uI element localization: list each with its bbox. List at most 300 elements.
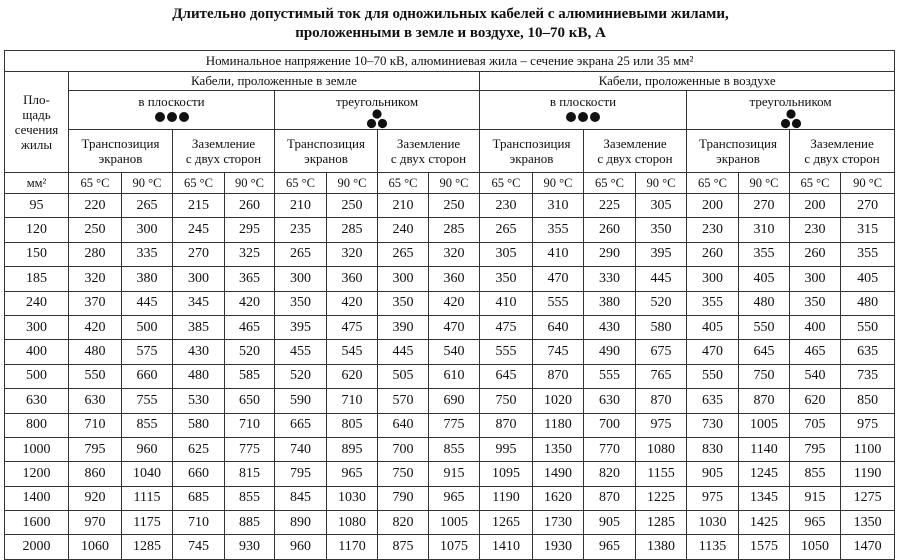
- current-value-cell: 465: [790, 340, 841, 364]
- current-value-cell: 1115: [122, 486, 173, 510]
- area-header-line: жилы: [20, 137, 53, 152]
- current-value-cell: 745: [173, 535, 225, 559]
- current-value-cell: 845: [275, 486, 327, 510]
- current-value-cell: 335: [122, 242, 173, 266]
- current-value-cell: 965: [429, 486, 480, 510]
- method-header-line: Заземление: [603, 136, 667, 151]
- current-value-cell: 960: [122, 437, 173, 461]
- method-header-line: экранов: [716, 151, 760, 166]
- current-value-cell: 380: [584, 291, 636, 315]
- current-value-cell: 260: [790, 242, 841, 266]
- current-value-cell: 1180: [533, 413, 584, 437]
- arrangement-header: [69, 91, 275, 130]
- cross-section-cell: 630: [5, 389, 69, 413]
- current-value-cell: 915: [790, 486, 841, 510]
- table-row: [5, 462, 895, 486]
- current-value-cell: 385: [173, 315, 225, 339]
- current-value-cell: 280: [69, 242, 122, 266]
- current-value-cell: 1100: [841, 437, 895, 461]
- current-value-cell: 855: [429, 437, 480, 461]
- current-value-cell: 620: [327, 364, 378, 388]
- cross-section-cell: 1600: [5, 511, 69, 535]
- current-value-cell: 490: [584, 340, 636, 364]
- current-value-cell: 445: [122, 291, 173, 315]
- current-value-cell: 1620: [533, 486, 584, 510]
- current-value-cell: 470: [687, 340, 739, 364]
- current-value-cell: 350: [275, 291, 327, 315]
- current-value-cell: 1285: [122, 535, 173, 559]
- current-value-cell: 1730: [533, 511, 584, 535]
- current-value-cell: 1265: [480, 511, 533, 535]
- current-value-cell: 1060: [69, 535, 122, 559]
- temperature-header: 90 °C: [739, 173, 790, 194]
- current-value-cell: 200: [790, 194, 841, 218]
- current-value-cell: 265: [480, 218, 533, 242]
- current-value-cell: 775: [225, 437, 275, 461]
- current-value-cell: 395: [275, 315, 327, 339]
- current-value-cell: 250: [429, 194, 480, 218]
- current-value-cell: 1075: [429, 535, 480, 559]
- current-value-cell: 410: [533, 242, 584, 266]
- current-value-cell: 1410: [480, 535, 533, 559]
- area-header-line: щадь: [22, 107, 51, 122]
- current-value-cell: 830: [687, 437, 739, 461]
- current-value-cell: 895: [327, 437, 378, 461]
- current-value-cell: 905: [687, 462, 739, 486]
- table-title: [0, 0, 901, 41]
- current-value-cell: 1930: [533, 535, 584, 559]
- current-value-cell: 200: [687, 194, 739, 218]
- method-header: [173, 130, 275, 173]
- current-value-cell: 315: [841, 218, 895, 242]
- current-value-cell: 585: [225, 364, 275, 388]
- method-header-line: с двух сторон: [185, 151, 262, 166]
- current-value-cell: 1245: [739, 462, 790, 486]
- current-value-cell: 965: [584, 535, 636, 559]
- temperature-header: 65 °C: [378, 173, 429, 194]
- temperature-header: 90 °C: [841, 173, 895, 194]
- temperature-header: 65 °C: [480, 173, 533, 194]
- current-value-cell: 390: [378, 315, 429, 339]
- current-value-cell: 1030: [687, 511, 739, 535]
- current-value-cell: 1080: [327, 511, 378, 535]
- current-value-cell: 420: [225, 291, 275, 315]
- current-value-cell: 470: [429, 315, 480, 339]
- current-value-cell: 300: [275, 267, 327, 291]
- current-value-cell: 270: [841, 194, 895, 218]
- current-value-cell: 775: [429, 413, 480, 437]
- current-value-cell: 870: [533, 364, 584, 388]
- ampacity-table: [4, 50, 895, 560]
- temperature-header: 65 °C: [687, 173, 739, 194]
- method-header-line: экранов: [98, 151, 143, 166]
- temperature-header: 90 °C: [429, 173, 480, 194]
- temperature-header: 65 °C: [69, 173, 122, 194]
- current-value-cell: 550: [69, 364, 122, 388]
- current-value-cell: 700: [378, 437, 429, 461]
- table-row: [5, 242, 895, 266]
- current-value-cell: 1350: [533, 437, 584, 461]
- current-value-cell: 420: [327, 291, 378, 315]
- current-value-cell: 445: [636, 267, 687, 291]
- current-value-cell: 1575: [739, 535, 790, 559]
- current-value-cell: 1030: [327, 486, 378, 510]
- current-value-cell: 260: [225, 194, 275, 218]
- current-value-cell: 1050: [790, 535, 841, 559]
- current-value-cell: 545: [327, 340, 378, 364]
- current-value-cell: 230: [480, 194, 533, 218]
- current-value-cell: 570: [378, 389, 429, 413]
- current-value-cell: 480: [739, 291, 790, 315]
- current-value-cell: 740: [275, 437, 327, 461]
- current-value-cell: 855: [790, 462, 841, 486]
- current-value-cell: 1170: [327, 535, 378, 559]
- current-value-cell: 965: [790, 511, 841, 535]
- method-header-line: Транспозиция: [492, 136, 571, 151]
- current-value-cell: 480: [173, 364, 225, 388]
- current-value-cell: 630: [584, 389, 636, 413]
- table-row: [5, 413, 895, 437]
- temperature-header: 65 °C: [584, 173, 636, 194]
- current-value-cell: 1080: [636, 437, 687, 461]
- current-value-cell: 465: [225, 315, 275, 339]
- current-value-cell: 555: [533, 291, 584, 315]
- current-value-cell: 235: [275, 218, 327, 242]
- current-value-cell: 640: [533, 315, 584, 339]
- current-value-cell: 420: [429, 291, 480, 315]
- area-header-line: Пло-: [23, 92, 50, 107]
- current-value-cell: 260: [687, 242, 739, 266]
- current-value-cell: 1155: [636, 462, 687, 486]
- current-value-cell: 350: [790, 291, 841, 315]
- current-value-cell: 995: [480, 437, 533, 461]
- method-header-line: с двух сторон: [597, 151, 673, 166]
- current-value-cell: 700: [584, 413, 636, 437]
- current-value-cell: 915: [429, 462, 480, 486]
- table-row: [5, 511, 895, 535]
- current-value-cell: 470: [533, 267, 584, 291]
- current-value-cell: 355: [841, 242, 895, 266]
- current-value-cell: 975: [636, 413, 687, 437]
- cross-section-cell: 120: [5, 218, 69, 242]
- current-value-cell: 960: [275, 535, 327, 559]
- current-value-cell: 820: [378, 511, 429, 535]
- current-value-cell: 970: [69, 511, 122, 535]
- current-value-cell: 815: [225, 462, 275, 486]
- current-value-cell: 245: [173, 218, 225, 242]
- current-value-cell: 1190: [841, 462, 895, 486]
- current-value-cell: 295: [225, 218, 275, 242]
- current-value-cell: 620: [790, 389, 841, 413]
- arrangement-label: треугольником: [335, 94, 419, 109]
- current-value-cell: 250: [69, 218, 122, 242]
- current-value-cell: 350: [636, 218, 687, 242]
- current-value-cell: 300: [173, 267, 225, 291]
- current-value-cell: 500: [122, 315, 173, 339]
- current-value-cell: 930: [225, 535, 275, 559]
- current-value-cell: 630: [69, 389, 122, 413]
- cross-section-cell: 400: [5, 340, 69, 364]
- table-row: [5, 340, 895, 364]
- current-value-cell: 610: [429, 364, 480, 388]
- method-header-line: Транспозиция: [699, 136, 777, 151]
- cross-section-cell: 240: [5, 291, 69, 315]
- current-value-cell: 395: [636, 242, 687, 266]
- arrangement-header: [275, 91, 480, 130]
- voltage-header: Номинальное напряжение 10–70 кВ, алюминиевая жила – сечение экрана 25 или 35 мм²: [5, 51, 895, 72]
- current-value-cell: 1345: [739, 486, 790, 510]
- current-value-cell: 300: [122, 218, 173, 242]
- temperature-header: 65 °C: [275, 173, 327, 194]
- table-row: [5, 291, 895, 315]
- current-value-cell: 350: [378, 291, 429, 315]
- current-value-cell: 710: [69, 413, 122, 437]
- current-value-cell: 505: [378, 364, 429, 388]
- current-value-cell: 1175: [122, 511, 173, 535]
- current-value-cell: 360: [429, 267, 480, 291]
- method-header: [687, 130, 790, 173]
- current-value-cell: 870: [480, 413, 533, 437]
- table-row: [5, 486, 895, 510]
- current-value-cell: 710: [225, 413, 275, 437]
- current-value-cell: 730: [687, 413, 739, 437]
- method-header: [378, 130, 480, 173]
- current-value-cell: 870: [739, 389, 790, 413]
- current-value-cell: 735: [841, 364, 895, 388]
- method-header-line: с двух сторон: [390, 151, 467, 166]
- cross-section-cell: 300: [5, 315, 69, 339]
- method-header-line: экранов: [509, 151, 554, 166]
- current-value-cell: 805: [327, 413, 378, 437]
- current-value-cell: 300: [378, 267, 429, 291]
- cross-section-cell: 1400: [5, 486, 69, 510]
- method-header-line: Транспозиция: [81, 136, 160, 151]
- current-value-cell: 905: [584, 511, 636, 535]
- table-row: [5, 218, 895, 242]
- current-value-cell: 270: [739, 194, 790, 218]
- current-value-cell: 305: [636, 194, 687, 218]
- current-value-cell: 405: [739, 267, 790, 291]
- current-value-cell: 580: [173, 413, 225, 437]
- current-value-cell: 550: [687, 364, 739, 388]
- current-value-cell: 870: [584, 486, 636, 510]
- install-header-air: Кабели, проложенные в воздухе: [480, 72, 895, 91]
- current-value-cell: 210: [378, 194, 429, 218]
- temperature-header: 65 °C: [173, 173, 225, 194]
- current-value-cell: 1380: [636, 535, 687, 559]
- current-value-cell: 1190: [480, 486, 533, 510]
- temperature-header: 90 °C: [533, 173, 584, 194]
- current-value-cell: 305: [480, 242, 533, 266]
- table-row: [5, 389, 895, 413]
- current-value-cell: 370: [69, 291, 122, 315]
- method-header-line: Заземление: [810, 136, 874, 151]
- current-value-cell: 230: [790, 218, 841, 242]
- trefoil-icon: [779, 109, 803, 129]
- current-value-cell: 300: [790, 267, 841, 291]
- cross-section-cell: 95: [5, 194, 69, 218]
- current-value-cell: 300: [687, 267, 739, 291]
- current-value-cell: 420: [69, 315, 122, 339]
- current-value-cell: 480: [841, 291, 895, 315]
- current-value-cell: 710: [173, 511, 225, 535]
- current-value-cell: 265: [378, 242, 429, 266]
- current-value-cell: 1470: [841, 535, 895, 559]
- title-line-1: Длительно допустимый ток для одножильных кабелей с алюминиевыми жилами,: [172, 6, 729, 22]
- current-value-cell: 750: [739, 364, 790, 388]
- temperature-header: 65 °C: [790, 173, 841, 194]
- current-value-cell: 1135: [687, 535, 739, 559]
- current-value-cell: 635: [841, 340, 895, 364]
- temperature-header: 90 °C: [636, 173, 687, 194]
- table-row: [5, 315, 895, 339]
- cross-section-cell: 185: [5, 267, 69, 291]
- current-value-cell: 635: [687, 389, 739, 413]
- current-value-cell: 405: [687, 315, 739, 339]
- current-value-cell: 330: [584, 267, 636, 291]
- current-value-cell: 455: [275, 340, 327, 364]
- current-value-cell: 350: [480, 267, 533, 291]
- current-value-cell: 850: [841, 389, 895, 413]
- cross-section-cell: 500: [5, 364, 69, 388]
- current-value-cell: 640: [378, 413, 429, 437]
- current-value-cell: 660: [173, 462, 225, 486]
- temperature-header: 90 °C: [225, 173, 275, 194]
- current-value-cell: 580: [636, 315, 687, 339]
- current-value-cell: 365: [225, 267, 275, 291]
- current-value-cell: 855: [225, 486, 275, 510]
- arrangement-label: треугольником: [749, 94, 832, 109]
- current-value-cell: 685: [173, 486, 225, 510]
- current-value-cell: 705: [790, 413, 841, 437]
- current-value-cell: 380: [122, 267, 173, 291]
- current-value-cell: 285: [327, 218, 378, 242]
- temperature-header: 90 °C: [122, 173, 173, 194]
- current-value-cell: 755: [122, 389, 173, 413]
- current-value-cell: 285: [429, 218, 480, 242]
- current-value-cell: 355: [739, 242, 790, 266]
- method-header: [584, 130, 687, 173]
- current-value-cell: 540: [429, 340, 480, 364]
- current-value-cell: 520: [275, 364, 327, 388]
- current-value-cell: 1095: [480, 462, 533, 486]
- current-value-cell: 885: [225, 511, 275, 535]
- current-value-cell: 220: [69, 194, 122, 218]
- current-value-cell: 1040: [122, 462, 173, 486]
- current-value-cell: 795: [275, 462, 327, 486]
- table-row: [5, 267, 895, 291]
- method-header-line: Заземление: [396, 136, 461, 151]
- current-value-cell: 645: [739, 340, 790, 364]
- current-value-cell: 445: [378, 340, 429, 364]
- current-value-cell: 855: [122, 413, 173, 437]
- cross-section-cell: 800: [5, 413, 69, 437]
- current-value-cell: 625: [173, 437, 225, 461]
- method-header: [275, 130, 378, 173]
- current-value-cell: 750: [480, 389, 533, 413]
- table-row: [5, 364, 895, 388]
- arrangement-label: в плоскости: [549, 94, 617, 109]
- area-header-line: сечения: [14, 122, 59, 137]
- trefoil-icon: [365, 109, 389, 129]
- current-value-cell: 230: [687, 218, 739, 242]
- current-value-cell: 875: [378, 535, 429, 559]
- current-value-cell: 790: [378, 486, 429, 510]
- unit-header: мм²: [5, 173, 69, 194]
- current-value-cell: 550: [739, 315, 790, 339]
- current-value-cell: 1225: [636, 486, 687, 510]
- current-value-cell: 265: [122, 194, 173, 218]
- current-value-cell: 555: [584, 364, 636, 388]
- current-value-cell: 250: [327, 194, 378, 218]
- current-value-cell: 1425: [739, 511, 790, 535]
- current-value-cell: 660: [122, 364, 173, 388]
- current-value-cell: 540: [790, 364, 841, 388]
- current-value-cell: 710: [327, 389, 378, 413]
- current-value-cell: 665: [275, 413, 327, 437]
- current-value-cell: 320: [327, 242, 378, 266]
- current-value-cell: 240: [378, 218, 429, 242]
- cross-section-cell: 1200: [5, 462, 69, 486]
- method-header: [480, 130, 584, 173]
- current-value-cell: 820: [584, 462, 636, 486]
- current-value-cell: 645: [480, 364, 533, 388]
- current-value-cell: 400: [790, 315, 841, 339]
- temperature-header: 90 °C: [327, 173, 378, 194]
- current-value-cell: 1140: [739, 437, 790, 461]
- current-value-cell: 265: [275, 242, 327, 266]
- current-value-cell: 345: [173, 291, 225, 315]
- current-value-cell: 920: [69, 486, 122, 510]
- current-value-cell: 310: [739, 218, 790, 242]
- table-row: [5, 535, 895, 559]
- current-value-cell: 475: [327, 315, 378, 339]
- table-row: [5, 194, 895, 218]
- current-value-cell: 550: [841, 315, 895, 339]
- current-value-cell: 690: [429, 389, 480, 413]
- current-value-cell: 325: [225, 242, 275, 266]
- current-value-cell: 975: [841, 413, 895, 437]
- current-value-cell: 360: [327, 267, 378, 291]
- current-value-cell: 1350: [841, 511, 895, 535]
- current-value-cell: 575: [122, 340, 173, 364]
- three-in-line-icon: [154, 111, 190, 123]
- current-value-cell: 430: [584, 315, 636, 339]
- arrangement-label: в плоскости: [138, 94, 205, 109]
- current-value-cell: 745: [533, 340, 584, 364]
- cross-section-cell: 2000: [5, 535, 69, 559]
- current-value-cell: 675: [636, 340, 687, 364]
- current-value-cell: 770: [584, 437, 636, 461]
- cross-section-cell: 150: [5, 242, 69, 266]
- current-value-cell: 1005: [429, 511, 480, 535]
- current-value-cell: 750: [378, 462, 429, 486]
- three-in-line-icon: [565, 111, 601, 123]
- current-value-cell: 405: [841, 267, 895, 291]
- current-value-cell: 1005: [739, 413, 790, 437]
- current-value-cell: 975: [687, 486, 739, 510]
- current-value-cell: 795: [69, 437, 122, 461]
- current-value-cell: 965: [327, 462, 378, 486]
- current-value-cell: 225: [584, 194, 636, 218]
- install-header-ground: Кабели, проложенные в земле: [69, 72, 480, 91]
- area-header: [5, 72, 69, 173]
- current-value-cell: 320: [429, 242, 480, 266]
- table-row: [5, 437, 895, 461]
- arrangement-header: [480, 91, 687, 130]
- current-value-cell: 650: [225, 389, 275, 413]
- current-value-cell: 290: [584, 242, 636, 266]
